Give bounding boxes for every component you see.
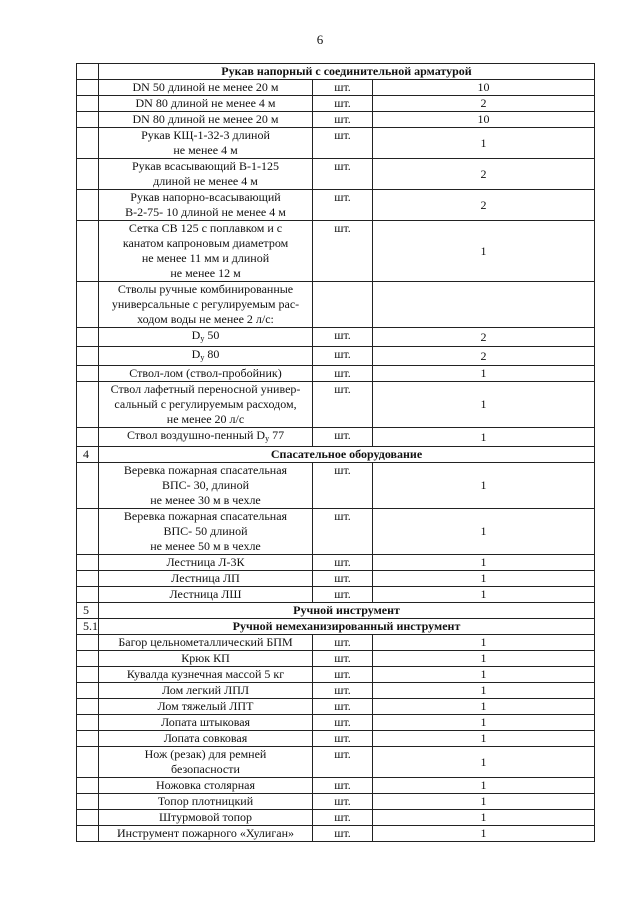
item-unit: шт. [313, 428, 373, 447]
item-quantity [373, 282, 595, 328]
row-number [77, 587, 99, 603]
section-title: Рукав напорный с соединительной арматурой [99, 64, 595, 80]
section-title: Ручной немеханизированный инструмент [99, 619, 595, 635]
item-name [99, 683, 313, 699]
item-unit: шт. [313, 715, 373, 731]
item-quantity: 10 [373, 80, 595, 96]
row-number [77, 747, 99, 778]
item-name [99, 282, 313, 328]
item-name [99, 651, 313, 667]
item-name-line: не менее 11 мм и длиной [141, 251, 270, 265]
item-quantity: 2 [373, 328, 595, 347]
item-quantity: 1 [373, 651, 595, 667]
item-name-line: Инструмент пожарного «Хулиган» [116, 826, 295, 840]
item-name-line: Кувалда кузнечная массой 5 кг [126, 667, 285, 681]
row-number [77, 328, 99, 347]
item-unit: шт. [313, 826, 373, 842]
item-name-line: Лестница ЛШ [169, 587, 242, 601]
item-name-line: Ствол лафетный переносной универ- [110, 382, 301, 396]
section-row [77, 603, 595, 619]
item-name-part: 77 [269, 428, 285, 442]
row-number [77, 667, 99, 683]
item-name [99, 382, 313, 428]
item-name-line: Лестница Л-3К [166, 555, 245, 569]
item-name [99, 463, 313, 509]
item-name [99, 810, 313, 826]
item-unit: шт. [313, 635, 373, 651]
item-name-line: сальный с регулируемым расходом, [114, 397, 297, 411]
item-quantity: 1 [373, 635, 595, 651]
item-quantity: 1 [373, 794, 595, 810]
table-row [77, 571, 595, 587]
section-title: Спасательное оборудование [99, 447, 595, 463]
table-row [77, 699, 595, 715]
table-row [77, 509, 595, 555]
row-number [77, 159, 99, 190]
row-number [77, 651, 99, 667]
item-name [99, 428, 313, 447]
row-number [77, 221, 99, 282]
item-name-line: ВПС- 30, длиной [161, 478, 250, 492]
item-name-line: Рукав напорно-всасывающий [130, 190, 281, 204]
row-number [77, 778, 99, 794]
item-name [99, 794, 313, 810]
item-unit: шт. [313, 778, 373, 794]
row-number [77, 428, 99, 447]
section-row [77, 619, 595, 635]
table-row [77, 826, 595, 842]
item-quantity: 10 [373, 112, 595, 128]
item-quantity: 1 [373, 509, 595, 555]
equipment-table-body [77, 64, 595, 842]
item-unit [313, 282, 373, 328]
row-number [77, 794, 99, 810]
item-quantity: 1 [373, 128, 595, 159]
row-number [77, 509, 99, 555]
subscript-text: у [200, 353, 205, 362]
item-name-line: В-2-75- 10 длиной не менее 4 м [125, 205, 286, 219]
page-number: 6 [316, 32, 324, 47]
table-row [77, 683, 595, 699]
item-name-line: не менее 50 м в чехле [150, 539, 261, 553]
item-unit: шт. [313, 509, 373, 555]
table-row [77, 347, 595, 366]
item-name [99, 555, 313, 571]
item-quantity: 1 [373, 221, 595, 282]
row-number [77, 190, 99, 221]
item-name-part: 50 [204, 328, 220, 342]
section-row [77, 64, 595, 80]
item-unit: шт. [313, 328, 373, 347]
item-name [99, 159, 313, 190]
item-name-line: Лом легкий ЛПЛ [161, 683, 250, 697]
row-number: 5 [77, 603, 99, 619]
item-unit: шт. [313, 667, 373, 683]
item-name-line: Ножовка столярная [155, 778, 256, 792]
item-unit: шт. [313, 221, 373, 282]
row-number [77, 810, 99, 826]
item-quantity: 1 [373, 683, 595, 699]
item-quantity: 1 [373, 810, 595, 826]
item-name-line: Крюк КП [181, 651, 230, 665]
table-row [77, 190, 595, 221]
table-row [77, 731, 595, 747]
item-name [99, 128, 313, 159]
item-name-part: Ствол воздушно-пенный D [126, 428, 266, 442]
table-row [77, 159, 595, 190]
item-unit: шт. [313, 747, 373, 778]
item-quantity: 1 [373, 428, 595, 447]
table-row [77, 715, 595, 731]
item-name-line: Рукав КЩ-1-32-3 длиной [141, 128, 270, 142]
item-name [99, 587, 313, 603]
item-name-line: не менее 30 м в чехле [150, 493, 261, 507]
item-unit: шт. [313, 190, 373, 221]
item-name [99, 747, 313, 778]
table-row [77, 128, 595, 159]
table-row [77, 747, 595, 778]
item-quantity: 1 [373, 587, 595, 603]
equipment-table [76, 63, 595, 842]
row-number: 5.1 [77, 619, 99, 635]
item-quantity: 2 [373, 159, 595, 190]
row-number [77, 571, 99, 587]
item-name [99, 190, 313, 221]
item-name-line: Нож (резак) для ремней [144, 747, 267, 761]
table-row [77, 778, 595, 794]
item-name [99, 778, 313, 794]
item-unit: шт. [313, 128, 373, 159]
item-unit: шт. [313, 112, 373, 128]
item-name-line: Лопата штыковая [160, 715, 251, 729]
item-name [99, 328, 313, 347]
item-name-line: Лопата совковая [163, 731, 248, 745]
item-name [99, 826, 313, 842]
row-number [77, 382, 99, 428]
row-number [77, 635, 99, 651]
item-quantity: 1 [373, 366, 595, 382]
item-quantity: 1 [373, 778, 595, 794]
item-unit: шт. [313, 366, 373, 382]
table-row [77, 428, 595, 447]
item-quantity: 1 [373, 463, 595, 509]
item-quantity: 1 [373, 382, 595, 428]
item-name-line: Стволы ручные комбинированные [117, 282, 294, 296]
item-name-part: D [191, 347, 201, 361]
subscript-text: у [200, 334, 205, 343]
item-name-line: длиной не менее 4 м [153, 174, 258, 188]
row-number [77, 96, 99, 112]
item-unit: шт. [313, 382, 373, 428]
item-name [99, 731, 313, 747]
table-row [77, 794, 595, 810]
item-quantity: 2 [373, 347, 595, 366]
item-unit: шт. [313, 683, 373, 699]
table-row [77, 587, 595, 603]
item-name-line: канатом капроновым диаметром [122, 236, 289, 250]
item-name-line: Веревка пожарная спасательная [123, 509, 288, 523]
item-name-line: DN 80 длиной не менее 20 м [132, 112, 279, 126]
subscript-text: у [265, 434, 270, 443]
item-name-line: Веревка пожарная спасательная [123, 463, 288, 477]
item-quantity: 1 [373, 747, 595, 778]
row-number [77, 112, 99, 128]
table-row [77, 221, 595, 282]
row-number [77, 282, 99, 328]
section-title: Ручной инструмент [99, 603, 595, 619]
item-name-line: не менее 12 м [170, 266, 241, 280]
row-number: 4 [77, 447, 99, 463]
item-name [99, 347, 313, 366]
item-unit: шт. [313, 96, 373, 112]
item-unit: шт. [313, 810, 373, 826]
table-row [77, 366, 595, 382]
table-row [77, 667, 595, 683]
item-name [99, 221, 313, 282]
item-name [99, 112, 313, 128]
item-quantity: 1 [373, 555, 595, 571]
item-name-line: не менее 20 л/с [166, 412, 245, 426]
item-unit: шт. [313, 555, 373, 571]
row-number [77, 128, 99, 159]
item-name [99, 366, 313, 382]
item-unit: шт. [313, 347, 373, 366]
item-unit: шт. [313, 587, 373, 603]
item-unit: шт. [313, 699, 373, 715]
item-quantity: 2 [373, 96, 595, 112]
row-number [77, 463, 99, 509]
item-name-line: Сетка СВ 125 с поплавком и с [128, 221, 283, 235]
table-row [77, 635, 595, 651]
section-row [77, 447, 595, 463]
row-number [77, 555, 99, 571]
item-name-line: Лестница ЛП [171, 571, 240, 585]
item-quantity: 1 [373, 731, 595, 747]
table-row [77, 810, 595, 826]
item-name [99, 80, 313, 96]
table-row [77, 555, 595, 571]
item-name-line: Топор плотницкий [157, 794, 254, 808]
item-quantity: 1 [373, 715, 595, 731]
item-name-line: Рукав всасывающий В-1-125 [132, 159, 279, 173]
item-name [99, 571, 313, 587]
table-row [77, 80, 595, 96]
item-quantity: 2 [373, 190, 595, 221]
table-row [77, 328, 595, 347]
item-name-line: безопасности [171, 762, 240, 776]
item-quantity: 1 [373, 699, 595, 715]
item-name-line: Ствол-лом (ствол-пробойник) [129, 366, 282, 380]
item-name [99, 667, 313, 683]
row-number [77, 366, 99, 382]
item-name-line: универсальные с регулируемым рас- [111, 297, 300, 311]
item-unit: шт. [313, 731, 373, 747]
item-name-line: ходом воды не менее 2 л/с: [137, 312, 274, 326]
row-number [77, 715, 99, 731]
table-row [77, 651, 595, 667]
item-name-part: D [191, 328, 201, 342]
item-name-line: DN 50 длиной не менее 20 м [132, 80, 279, 94]
item-name [99, 715, 313, 731]
item-quantity: 1 [373, 571, 595, 587]
item-unit: шт. [313, 159, 373, 190]
table-row [77, 282, 595, 328]
table-row [77, 112, 595, 128]
item-name-line: ВПС- 50 длиной [163, 524, 248, 538]
row-number [77, 731, 99, 747]
table-row [77, 463, 595, 509]
item-name [99, 635, 313, 651]
item-name-part: 80 [204, 347, 220, 361]
row-number [77, 683, 99, 699]
item-name [99, 699, 313, 715]
item-name [99, 509, 313, 555]
table-row [77, 96, 595, 112]
item-unit: шт. [313, 463, 373, 509]
row-number [77, 80, 99, 96]
row-number [77, 64, 99, 80]
item-unit: шт. [313, 80, 373, 96]
row-number [77, 699, 99, 715]
item-name [99, 96, 313, 112]
row-number [77, 347, 99, 366]
row-number [77, 826, 99, 842]
item-name-line: Штурмовой топор [158, 810, 253, 824]
table-row [77, 382, 595, 428]
item-name-line: Лом тяжелый ЛПТ [157, 699, 254, 713]
item-name-line: DN 80 длиной не менее 4 м [135, 96, 276, 110]
item-name-line: Багор цельнометаллический БПМ [118, 635, 293, 649]
item-unit: шт. [313, 794, 373, 810]
item-quantity: 1 [373, 667, 595, 683]
item-unit: шт. [313, 651, 373, 667]
item-name-line: не менее 4 м [173, 143, 238, 157]
item-quantity: 1 [373, 826, 595, 842]
item-unit: шт. [313, 571, 373, 587]
